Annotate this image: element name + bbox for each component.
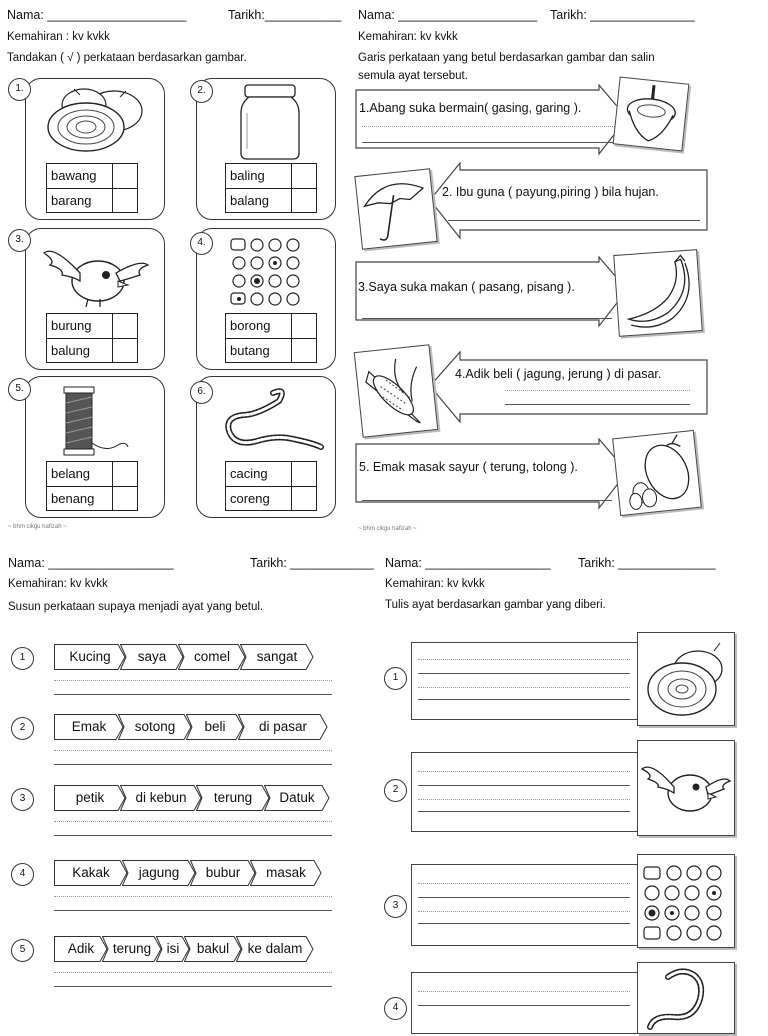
word-chip[interactable] bbox=[54, 644, 126, 670]
word-chip[interactable] bbox=[120, 785, 202, 811]
answer-line[interactable] bbox=[418, 771, 630, 772]
option-row[interactable] bbox=[47, 462, 137, 487]
writing-box-3 bbox=[411, 864, 639, 946]
option-table-3 bbox=[46, 313, 138, 363]
word-chip[interactable] bbox=[264, 785, 330, 811]
word-chip-label: jagung bbox=[138, 865, 180, 880]
skill-label: Kemahiran: kv kvkk bbox=[385, 578, 485, 590]
word-chip-label: terung bbox=[213, 790, 253, 805]
option-row[interactable] bbox=[47, 314, 137, 339]
word-chip[interactable] bbox=[178, 644, 246, 670]
buttons-icon bbox=[227, 235, 317, 311]
date-field: Tarikh: ______________ bbox=[578, 556, 716, 570]
option-word: bawang bbox=[47, 164, 113, 188]
sentence-arrow-2 bbox=[428, 162, 708, 242]
tick-box[interactable] bbox=[292, 487, 316, 511]
image-card bbox=[613, 77, 690, 152]
answer-line[interactable] bbox=[418, 659, 630, 660]
item-number: 4 bbox=[11, 863, 34, 886]
onion-icon bbox=[36, 85, 151, 153]
word-chip-label: terung bbox=[112, 941, 152, 956]
word-chip-label: Emak bbox=[71, 719, 107, 734]
option-row[interactable] bbox=[226, 462, 316, 487]
item-card-5 bbox=[25, 376, 165, 518]
item-number: 5 bbox=[11, 939, 34, 962]
word-chip-label: bakul bbox=[196, 941, 230, 956]
word-chip-label: Kucing bbox=[69, 649, 111, 664]
tick-box[interactable] bbox=[113, 314, 137, 338]
instruction: Garis perkataan yang betul berdasarkan gambar dan salin bbox=[358, 52, 655, 64]
option-word: coreng bbox=[226, 487, 292, 511]
tick-box[interactable] bbox=[113, 189, 137, 213]
item-card-4 bbox=[196, 228, 336, 370]
image-card bbox=[613, 249, 703, 337]
image-card bbox=[354, 168, 437, 250]
sentence-arrow-1 bbox=[355, 84, 630, 162]
option-word: borong bbox=[226, 314, 292, 338]
word-chip[interactable] bbox=[102, 936, 162, 962]
image-card bbox=[637, 854, 735, 948]
skill-label: Kemahiran : kv kvkk bbox=[7, 31, 110, 43]
answer-line[interactable] bbox=[362, 142, 617, 143]
answer-line[interactable] bbox=[448, 220, 700, 221]
word-chip[interactable] bbox=[54, 714, 124, 740]
option-table-6 bbox=[225, 461, 317, 511]
word-chip-label: comel bbox=[193, 649, 230, 664]
item-number: 2. bbox=[190, 80, 213, 103]
item-number: 2 bbox=[11, 717, 34, 740]
instruction: Susun perkataan supaya menjadi ayat yang betul. bbox=[8, 601, 264, 613]
instruction: Tandakan ( √ ) perkataan berdasarkan gambar. bbox=[7, 52, 247, 64]
worm-icon bbox=[638, 963, 734, 1033]
option-row[interactable] bbox=[226, 339, 316, 363]
worm-icon bbox=[217, 385, 327, 461]
thread-spool-icon bbox=[56, 383, 136, 459]
option-row[interactable] bbox=[47, 189, 137, 213]
answer-line[interactable] bbox=[418, 897, 630, 898]
answer-line[interactable] bbox=[418, 687, 630, 688]
item-number: 1. bbox=[8, 78, 31, 101]
word-chip-label: petik bbox=[75, 790, 105, 805]
item-card-3 bbox=[25, 228, 165, 370]
option-row[interactable] bbox=[226, 189, 316, 213]
skill-label: Kemahiran: kv kvkk bbox=[8, 578, 108, 590]
answer-line[interactable] bbox=[505, 390, 690, 391]
writing-box-4 bbox=[411, 972, 639, 1034]
sentence-arrow-3 bbox=[355, 256, 630, 334]
answer-line[interactable] bbox=[418, 811, 630, 812]
answer-line[interactable] bbox=[418, 911, 630, 912]
bird-icon bbox=[638, 741, 734, 835]
item-card-2 bbox=[196, 78, 336, 220]
image-card bbox=[612, 430, 702, 516]
word-chip-label: ke dalam bbox=[247, 941, 303, 956]
word-chip-label: masak bbox=[266, 865, 306, 880]
jar-icon bbox=[235, 83, 305, 161]
option-table-1 bbox=[46, 163, 138, 213]
answer-line[interactable] bbox=[418, 1005, 630, 1006]
word-chip[interactable] bbox=[238, 714, 328, 740]
item-card-6 bbox=[196, 376, 336, 518]
answer-line[interactable] bbox=[54, 896, 332, 897]
item-number: 6. bbox=[190, 381, 213, 404]
item-number: 5. bbox=[8, 378, 31, 401]
option-word: baling bbox=[226, 164, 292, 188]
sentence-3: 3.Saya suka makan ( pasang, pisang ). bbox=[358, 280, 575, 294]
item-number: 1 bbox=[11, 647, 34, 670]
tick-box[interactable] bbox=[292, 164, 316, 188]
tick-box[interactable] bbox=[292, 462, 316, 486]
answer-line[interactable] bbox=[362, 126, 617, 127]
answer-line[interactable] bbox=[362, 318, 612, 319]
option-word: barang bbox=[47, 189, 113, 213]
sentence-2: 2. Ibu guna ( payung,piring ) bila hujan. bbox=[442, 185, 659, 199]
tick-box[interactable] bbox=[113, 487, 137, 511]
answer-line[interactable] bbox=[54, 910, 332, 911]
word-chip[interactable] bbox=[120, 644, 184, 670]
image-card bbox=[637, 962, 735, 1034]
sentence-5: 5. Emak masak sayur ( terung, tolong ). bbox=[359, 460, 578, 474]
onion-icon bbox=[638, 633, 734, 725]
word-chip-label: sotong bbox=[134, 719, 176, 734]
option-word: butang bbox=[226, 339, 292, 363]
date-field: Tarikh: _______________ bbox=[550, 8, 695, 22]
word-chip[interactable] bbox=[122, 860, 196, 886]
word-chip-label: saya bbox=[137, 649, 167, 664]
credit: ~ bhm cikgu hafizah ~ bbox=[8, 524, 67, 530]
item-number: 3. bbox=[8, 229, 31, 252]
option-word: burung bbox=[47, 314, 113, 338]
buttons-icon bbox=[638, 855, 734, 947]
word-chip-label: di kebun bbox=[135, 790, 187, 805]
answer-line[interactable] bbox=[418, 699, 630, 700]
answer-line[interactable] bbox=[54, 750, 332, 751]
option-word: belang bbox=[47, 462, 113, 486]
word-chip-label: Datuk bbox=[279, 790, 315, 805]
word-chip[interactable] bbox=[54, 936, 108, 962]
answer-line[interactable] bbox=[54, 986, 332, 987]
option-table-5 bbox=[46, 461, 138, 511]
word-chip[interactable] bbox=[118, 714, 192, 740]
answer-line[interactable] bbox=[418, 883, 630, 884]
answer-line[interactable] bbox=[505, 404, 690, 405]
option-row[interactable] bbox=[47, 487, 137, 511]
tick-box[interactable] bbox=[113, 462, 137, 486]
instruction: semula ayat tersebut. bbox=[358, 70, 468, 82]
option-row[interactable] bbox=[47, 339, 137, 363]
word-chip-label: di pasar bbox=[258, 719, 308, 734]
tick-box[interactable] bbox=[113, 164, 137, 188]
option-word: benang bbox=[47, 487, 113, 511]
word-chip[interactable] bbox=[184, 936, 242, 962]
word-chip[interactable] bbox=[196, 785, 270, 811]
image-card bbox=[637, 740, 735, 836]
tick-box[interactable] bbox=[113, 339, 137, 363]
word-chip-label: Adik bbox=[67, 941, 95, 956]
word-chip[interactable] bbox=[54, 860, 128, 886]
answer-line[interactable] bbox=[54, 835, 332, 836]
word-chip-label: Kakak bbox=[72, 865, 110, 880]
tick-box[interactable] bbox=[292, 314, 316, 338]
instruction: Tulis ayat berdasarkan gambar yang diberi. bbox=[385, 599, 606, 611]
option-word: cacing bbox=[226, 462, 292, 486]
option-word: balung bbox=[47, 339, 113, 363]
spinning-top-icon bbox=[614, 78, 689, 151]
sentence-arrow-4 bbox=[428, 346, 708, 426]
bird-icon bbox=[40, 239, 150, 309]
word-chip[interactable] bbox=[236, 936, 314, 962]
option-row[interactable] bbox=[226, 314, 316, 339]
name-field: Nama: ____________________ bbox=[358, 8, 538, 22]
option-row[interactable] bbox=[226, 487, 316, 511]
item-number: 1 bbox=[384, 667, 407, 690]
answer-line[interactable] bbox=[362, 500, 612, 501]
word-chip[interactable] bbox=[186, 714, 244, 740]
item-card-1 bbox=[25, 78, 165, 220]
answer-line[interactable] bbox=[418, 991, 630, 992]
date-field: Tarikh:___________ bbox=[228, 8, 342, 22]
tick-box[interactable] bbox=[292, 339, 316, 363]
option-table-2 bbox=[225, 163, 317, 213]
item-number: 4. bbox=[190, 232, 213, 255]
word-chip[interactable] bbox=[250, 860, 322, 886]
writing-box-2 bbox=[411, 752, 639, 832]
date-field: Tarikh: ____________ bbox=[250, 556, 374, 570]
item-number: 4 bbox=[384, 997, 407, 1020]
sentence-4: 4.Adik beli ( jagung, jerung ) di pasar. bbox=[455, 367, 662, 381]
answer-line[interactable] bbox=[54, 972, 332, 973]
credit: ~ bhm cikgu hafizah ~ bbox=[358, 526, 417, 532]
item-number: 2 bbox=[384, 779, 407, 802]
word-chip-label: beli bbox=[204, 719, 226, 734]
item-number: 3 bbox=[384, 895, 407, 918]
answer-line[interactable] bbox=[418, 673, 630, 674]
option-row[interactable] bbox=[47, 164, 137, 189]
word-chip-label: isi bbox=[166, 941, 180, 956]
banana-icon bbox=[614, 250, 701, 336]
option-table-4 bbox=[225, 313, 317, 363]
writing-box-1 bbox=[411, 642, 639, 720]
name-field: Nama: __________________ bbox=[385, 556, 551, 570]
umbrella-icon bbox=[355, 169, 436, 248]
sentence-1: 1.Abang suka bermain( gasing, garing ). bbox=[359, 101, 582, 115]
name-field: Nama: __________________ bbox=[8, 556, 174, 570]
eggplant-icon bbox=[613, 431, 701, 515]
sentence-arrow-5 bbox=[355, 438, 630, 516]
answer-line[interactable] bbox=[54, 694, 332, 695]
item-number: 3 bbox=[11, 788, 34, 811]
answer-line[interactable] bbox=[418, 799, 630, 800]
image-card bbox=[637, 632, 735, 726]
option-row[interactable] bbox=[226, 164, 316, 189]
word-chip[interactable] bbox=[190, 860, 256, 886]
option-word: balang bbox=[226, 189, 292, 213]
image-card bbox=[354, 344, 439, 437]
word-chip-label: sangat bbox=[256, 649, 298, 664]
answer-line[interactable] bbox=[54, 764, 332, 765]
name-field: Nama: ____________________ bbox=[7, 8, 187, 22]
answer-line[interactable] bbox=[54, 821, 332, 822]
skill-label: Kemahiran: kv kvkk bbox=[358, 31, 458, 43]
word-chip[interactable] bbox=[54, 785, 126, 811]
answer-line[interactable] bbox=[54, 680, 332, 681]
tick-box[interactable] bbox=[292, 189, 316, 213]
word-chip[interactable] bbox=[240, 644, 314, 670]
corn-icon bbox=[355, 345, 437, 436]
answer-line[interactable] bbox=[418, 923, 630, 924]
word-chip-label: bubur bbox=[205, 865, 241, 880]
answer-line[interactable] bbox=[418, 785, 630, 786]
